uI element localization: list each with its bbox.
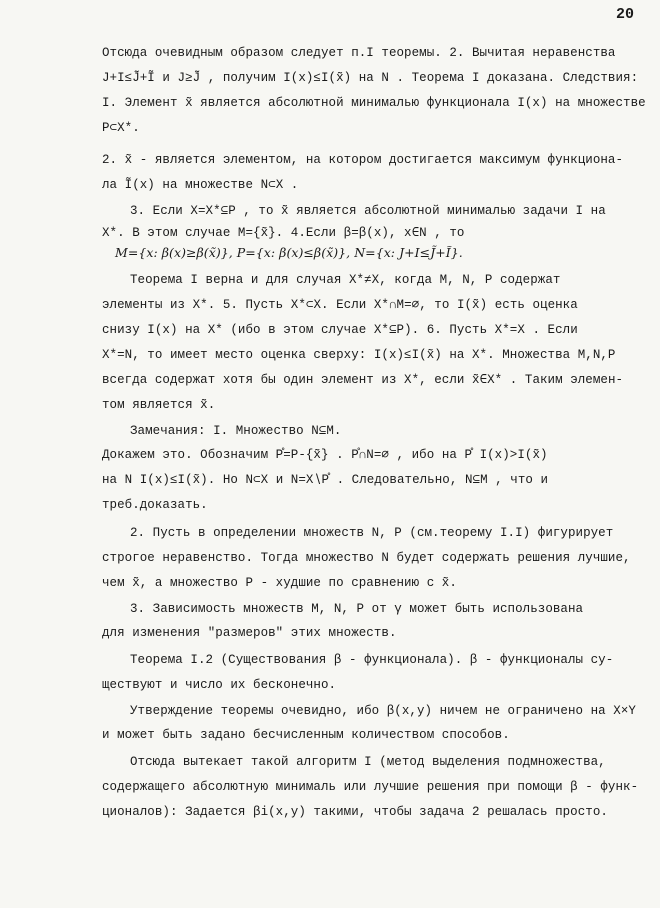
text-line: всегда содержат хотя бы один элемент из X*, если x̃∈X* . Таким элемен- [102,373,624,387]
page-number: 20 [616,6,635,23]
formula-line: M={x: β(x)≥β(x̃)}, P={x: β(x)≤β(x̃)}, N={x: J+I≤J̃+Ĩ}. [115,245,463,260]
text-line: Отсюда очевидным образом следует п.I теоремы. 2. Вычитая неравенства [102,46,616,60]
text-line: строгое неравенство. Тогда множество N будет содержать решения лучшие, [102,551,631,565]
text-line: для изменения "размеров" этих множеств. [102,626,397,640]
text-line: Утверждение теоремы очевидно, ибо β(x,y) ничем не ограничено на X×Y [130,704,636,718]
text-line: ществуют и число их бесконечно. [102,678,337,692]
text-line: X*=N, то имеет место оценка сверху: I(x)≤I(x̃) на X*. Множества M,N,P [102,348,616,362]
text-line: 2. Пусть в определении множеств N, P (см.теорему I.I) фигурирует [130,526,614,540]
text-line: Отсюда вытекает такой алгоритм I (метод выделения подмножества, [130,755,606,769]
text-line: Теорема I верна и для случая X*≠X, когда M, N, P содержат [130,273,561,287]
text-line: и может быть задано бесчисленным количеством способов. [102,728,510,742]
text-line: ционалов): Задается βi(x,y) такими, чтобы задача 2 решалась просто. [102,805,608,819]
text-line: чем x̃, а множество P - худшие по сравнению с x̃. [102,576,457,590]
text-line: 2. x̃ - является элементом, на котором достигается максимум функциона- [102,153,624,167]
text-line: снизу I(x) на X* (ибо в этом случае X*⊆P). 6. Пусть X*=X . Если [102,323,578,337]
text-line: том является x̃. [102,398,216,412]
text-line: J+I≤J̃+Ĩ и J≥J̃ , получим I(x)≤I(x̃) на N . Теорема I доказана. Следствия: [102,71,639,85]
text-line: Докажем это. Обозначим P̊=P-{x̃} . P̊∩N=∅ , ибо на P̊ I(x)>I(x̃) [102,448,548,462]
text-line: на N I(x)≤I(x̃). Но N⊂X и N=X∖P̊ . Следовательно, N⊆M , что и [102,473,549,487]
text-line: треб.доказать. [102,498,208,512]
text-line: ла Ĩ(x) на множестве N⊂X . [102,178,299,192]
text-line: P⊂X*. [102,121,140,135]
remarks-heading: Замечания: I. Множество N⊆M. [130,424,342,438]
text-line: 3. Зависимость множеств M, N, P от γ может быть использована [130,602,584,616]
text-line: I. Элемент x̃ является абсолютной минималью функционала I(x) на множестве [102,96,646,110]
text-line: элементы из X*. 5. Пусть X*⊂X. Если X*∩M=∅, то I(x̃) есть оценка [102,298,578,312]
text-line: 3. Если X=X*⊆P , то x̃ является абсолютной минималью задачи I на [130,204,606,218]
text-line: содержащего абсолютную минималь или лучшие решения при помощи β - функ- [102,780,639,794]
theorem-heading: Теорема I.2 (Существования β - функционала). β - функционалы су- [130,653,614,667]
text-line: X*. В этом случае M={x̃}. 4.Если β=β(x), x∈N , то [102,226,465,240]
